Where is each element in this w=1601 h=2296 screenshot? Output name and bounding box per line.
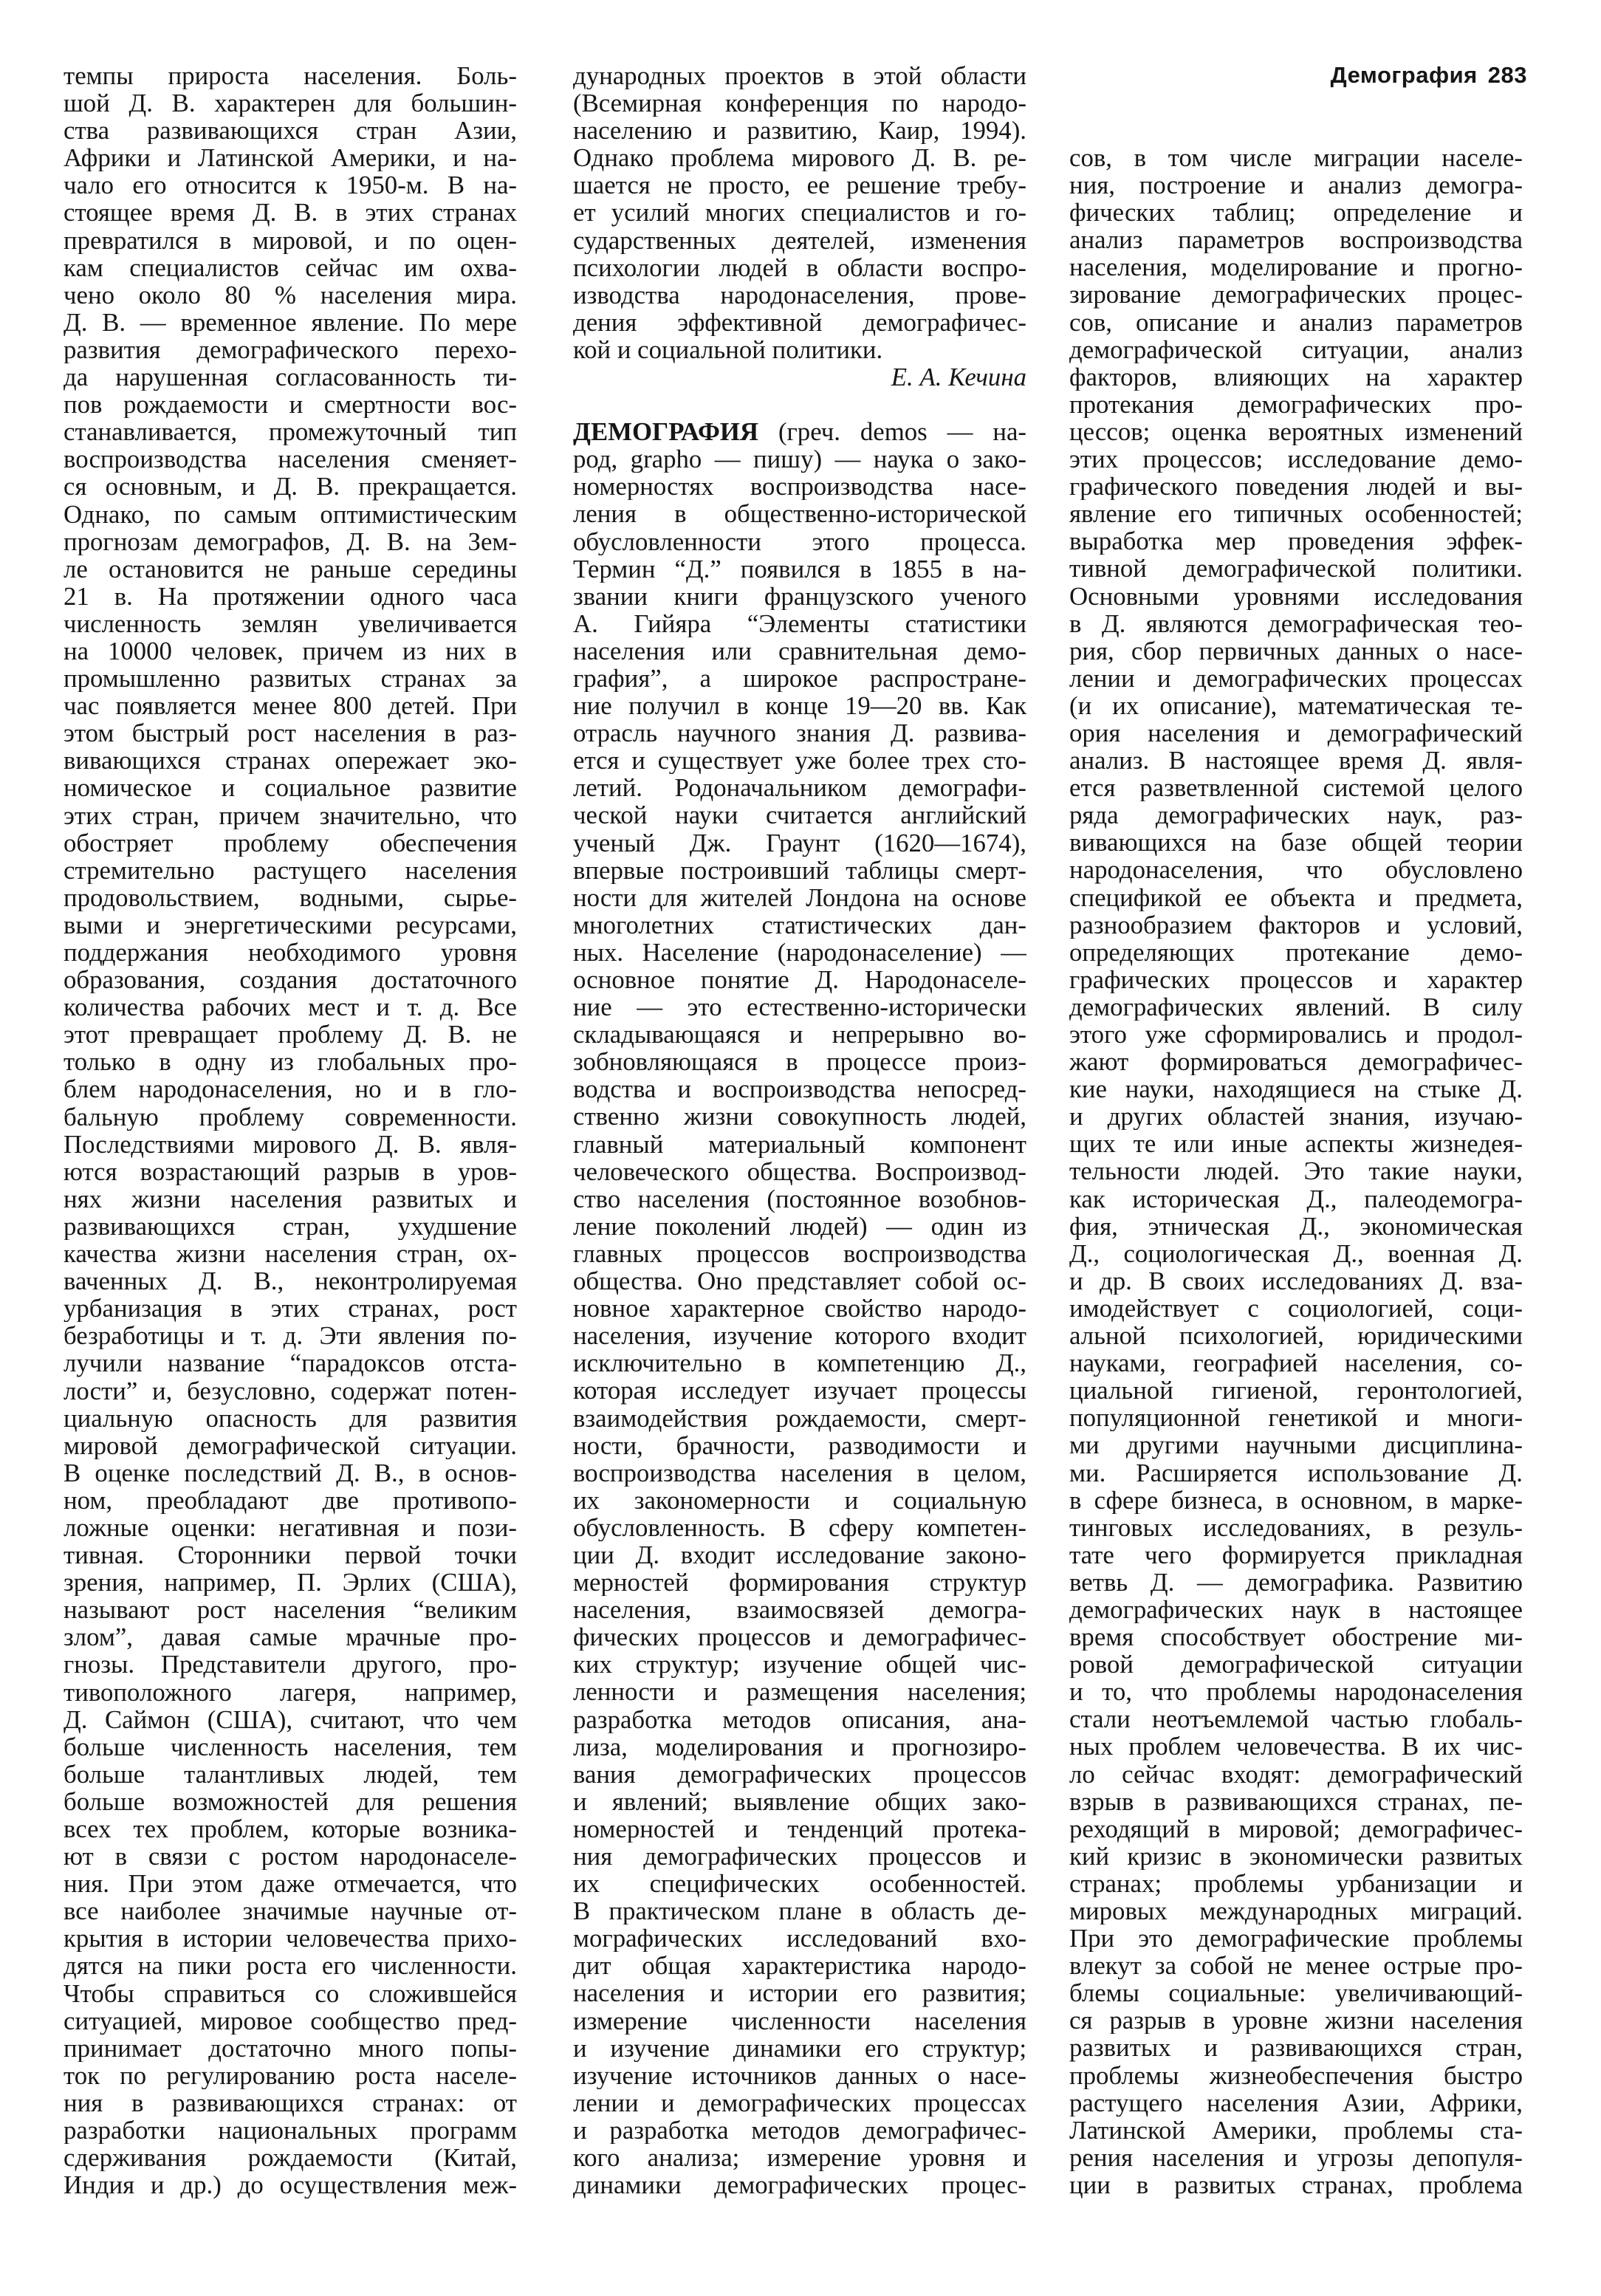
text-line: образования, создания достаточного [64,966,517,994]
text-line: зирование демографических процес- [1069,281,1523,309]
text-line: промышленно развитых странах за [64,665,517,693]
text-line: развивающихся стран, ухудшение [64,1212,517,1241]
text-line: ток по регулированию роста населе- [64,2061,517,2089]
text-line: взаимодействия рождаемости, смерт- [573,1404,1026,1432]
text-line: динамики демографических процес- [573,2171,1026,2199]
text-line: обусловленности этого процесса. [573,527,1026,555]
text-line: шается не просто, ее решение требу- [573,171,1026,199]
text-line: впервые построивший таблицы смерт- [573,856,1026,884]
text-line: (и их описание), математическая те- [1069,691,1523,719]
text-line: стремительно растущего населения [64,856,517,884]
text-line: и других областей знания, изучаю- [1069,1103,1523,1131]
text-line: их закономерности и социальную [573,1486,1026,1514]
text-line: фических таблиц; определение и [1069,199,1523,227]
text-line: станавливается, промежуточный тип [64,418,517,446]
text-line: прогнозам демографов, Д. В. на Зем- [64,527,517,555]
text-line: ство населения (постоянное возобнов- [573,1185,1026,1213]
text-line: тивоположного лагеря, например, [64,1678,517,1706]
text-line: Чтобы справиться со сложившейся [64,1979,517,2007]
text-line: блемы социальные: увеличивающий- [1069,1979,1523,2007]
text-line: ми другими научными дисциплина- [1069,1431,1523,1459]
text-line: разработки национальных программ [64,2117,517,2145]
text-line: цессов; оценка вероятных изменений [1069,417,1523,446]
text-line: в Д. являются демографическая тео- [1069,609,1523,637]
text-line: темпы прироста населения. Боль- [64,62,517,90]
text-line: крытия в истории человечества прихо- [64,1925,517,1953]
running-head-title: Демография [1330,62,1478,88]
text-line: дународных проектов в этой области [573,62,1026,90]
text-line: и явлений; выявление общих зако- [573,1787,1026,1815]
text-line: принимает достаточно много попы- [64,2034,517,2062]
text-line: обусловленность. В сферу компетен- [573,1513,1026,1541]
text-line: на 10000 человек, причем из них в [64,637,517,665]
text-line: тивная. Сторонники первой точки [64,1541,517,1569]
text-line: демографической ситуации, анализ [1069,335,1523,363]
text-line: разработка методов описания, ана- [573,1705,1026,1733]
text-line: да нарушенная согласованность ти- [64,363,517,391]
text-line: тельности людей. Это такие науки, [1069,1157,1523,1185]
text-line: демографических явлений. В силу [1069,993,1523,1021]
text-line: ческой науки считается английский [573,801,1026,829]
text-line: При это демографические проблемы [1069,1925,1523,1953]
text-line: номическое и социальное развитие [64,774,517,802]
text-line: водства и воспроизводства непосред- [573,1075,1026,1103]
text-line: ми. Расширяется использование Д. [1069,1459,1523,1487]
text-line: численность землян увеличивается [64,609,517,637]
text-line: рия, сбор первичных данных о насе- [1069,637,1523,665]
text-line: дит общая характеристика народо- [573,1952,1026,1980]
text-line: ление поколений людей) — один из [573,1212,1026,1240]
text-line: время способствует обострение ми- [1069,1623,1523,1651]
text-line: ет усилий многих специалистов и го- [573,199,1026,227]
text-line: измерение численности населения [573,2007,1026,2035]
text-line: ряда демографических наук, раз- [1069,801,1523,829]
text-line: странах; проблемы урбанизации и [1069,1869,1523,1897]
text-line: Термин “Д.” появился в 1855 в на- [573,555,1026,583]
text-line: лении и демографических процессах [573,2088,1026,2117]
text-line: этих стран, причем значительно, что [64,801,517,829]
text-line: лучили название “парадоксов отста- [64,1349,517,1377]
text-line: ория населения и демографический [1069,719,1523,747]
text-line: ученый Дж. Граунт (1620—1674), [573,829,1026,857]
text-line: Однако проблема мирового Д. В. ре- [573,144,1026,172]
text-line: ном, преобладают две противопо- [64,1486,517,1514]
running-head [1331,62,1527,89]
text-line: чено около 80 % населения мира. [64,281,517,309]
text-line: ло сейчас входят: демографический [1069,1760,1523,1788]
text-line: их специфических особенностей. [573,1870,1026,1898]
text-line: как историческая Д., палеодемогра- [1069,1185,1523,1213]
text-line: злом”, давая самые мрачные про- [64,1623,517,1651]
author-signature: Е. А. Кечина [891,363,1026,391]
text-line: Индия и др.) до осуществления меж- [64,2171,517,2199]
text-line: ния демографических процессов и [573,1843,1026,1871]
text-line: ние — это естественно-исторически [573,993,1026,1021]
text-line: циальную опасность для развития [64,1404,517,1432]
text-line: вания демографических процессов [573,1760,1026,1788]
text-line: населению и развитию, Каир, 1994). [573,117,1026,145]
text-line: растущего населения Азии, Африки, [1069,2088,1523,2117]
text-line: поддержания необходимого уровня [64,939,517,967]
text-line: сдерживания рождаемости (Китай, [64,2144,517,2172]
text-line: циальной гигиеной, геронтологией, [1069,1377,1523,1405]
text-line: анализ. В настоящее время Д. явля- [1069,747,1523,775]
text-line: Д., социологическая Д., военная Д. [1069,1239,1523,1267]
text-line: номерностях воспроизводства насе- [573,473,1026,501]
text-line: урбанизация в этих странах, рост [64,1295,517,1323]
text-line: фических процессов и демографичес- [573,1623,1026,1651]
text-line: графического поведения людей и вы- [1069,473,1523,501]
text-line: ности для жителей Лондона на основе [573,883,1026,911]
text-line: пов рождаемости и смертности вос- [64,391,517,419]
text-line [573,418,1026,445]
text-line: проблемы жизнеобеспечения быстро [1069,2061,1523,2089]
text-line: ции Д. входит исследование законо- [573,1541,1026,1569]
page-number: 283 [1487,62,1527,88]
text-line: больше численность населения, тем [64,1733,517,1761]
text-line: в сфере бизнеса, в основном, в марке- [1069,1486,1523,1514]
text-line: ления в общественно-исторической [573,500,1026,528]
text-line: протекания демографических про- [1069,390,1523,418]
text-line: главный материальный компонент [573,1130,1026,1158]
text-line: мировых международных миграций. [1069,1897,1523,1925]
text-line: кие науки, находящиеся на стыке Д. [1069,1075,1523,1103]
text-line: ситуацией, мировое сообщество пред- [64,2007,517,2035]
text-line: стоящее время Д. В. в этих странах [64,199,517,227]
text-line: факторов, влияющих на характер [1069,363,1523,391]
text-line: жают формироваться демографичес- [1069,1048,1523,1076]
text-line: стали неотъемлемой частью глобаль- [1069,1705,1523,1733]
text-line: населения и истории его развития; [573,1979,1026,2007]
text-line: Латинской Америки, проблемы ста- [1069,2116,1523,2144]
text-line: продовольствием, водными, сырье- [64,883,517,911]
text-line: ния в развивающихся странах: от [64,2088,517,2117]
text-line: (Всемирная конференция по народо- [573,89,1026,117]
text-line: рения населения и угрозы депопуля- [1069,2143,1523,2171]
text-line: ются возрастающий разрыв в уров- [64,1157,517,1185]
text-line: лении и демографических процессах [1069,664,1523,692]
text-line: науками, географией населения, со- [1069,1349,1523,1377]
text-line: кого анализа; измерение уровня и [573,2144,1026,2172]
text-line: изводства народонаселения, прове- [573,281,1026,309]
entry-headword: ДЕМОГРАФИЯ [573,418,759,446]
text-line: народонаселения, что обусловлено [1069,856,1523,884]
text-line: вивающихся странах опережает эко- [64,747,517,775]
text-line: ют в связи с ростом народонаселе- [64,1843,517,1871]
text-line: ветвь Д. — демографика. Развитию [1069,1568,1523,1596]
text-line: вивающихся на базе общей теории [1069,829,1523,857]
text-line: определяющих протекание демо- [1069,938,1523,966]
text-line: исключительно в компетенцию Д., [573,1349,1026,1377]
text-line: ких структур; изучение общей чис- [573,1651,1026,1679]
text-line: ся разрыв в уровне жизни населения [1069,2007,1523,2035]
text-line: только в одну из глобальных про- [64,1048,517,1076]
text-line: шой Д. В. характерен для большин- [64,89,517,117]
text-line: сов, в том числе миграции населе- [1069,144,1523,172]
text-line: Д. В. — временное явление. По мере [64,308,517,336]
text-line: населения, изучение которого входит [573,1322,1026,1350]
text-line: ства развивающихся стран Азии, [64,117,517,145]
text-line: отрасль научного знания Д. развива- [573,719,1026,747]
text-line: блем народонаселения, но и в гло- [64,1075,517,1103]
text-line: всех тех проблем, которые возника- [64,1815,517,1843]
text-line: В оценке последствий Д. В., в основ- [64,1459,517,1487]
text-line: качества жизни населения стран, ох- [64,1240,517,1268]
text-line: главных процессов воспроизводства [573,1239,1026,1268]
text-line: тинговых исследованиях, в резуль- [1069,1513,1523,1541]
text-line: развития демографического перехо- [64,335,517,364]
text-line: многолетних статистических дан- [573,911,1026,939]
text-line: анализ параметров воспроизводства [1069,226,1523,254]
text-line: воспроизводства населения сменяет- [64,445,517,473]
text-line: ности, брачности, разводимости и [573,1431,1026,1459]
text-line: разнообразием факторов и условий, [1069,911,1523,939]
text-line: изучение источников данных о насе- [573,2061,1026,2089]
text-line: Основными уровнями исследования [1069,582,1523,610]
text-line: обостряет проблему обеспечения [64,829,517,857]
text-line: реходящий в мировой; демографичес- [1069,1814,1523,1843]
text-line: сов, описание и анализ параметров [1069,308,1523,336]
text-line: кий кризис в экономически развитых [1069,1842,1523,1870]
text-column-3 [1069,144,1523,2199]
text-line: Последствиями мирового Д. В. явля- [64,1130,517,1158]
text-line: безработицы и т. д. Эти явления по- [64,1322,517,1350]
text-line: лиза, моделирования и прогнозиро- [573,1733,1026,1761]
text-line: 21 в. На протяжении одного часа [64,582,517,610]
text-line: складывающаяся и непрерывно во- [573,1021,1026,1049]
text-line: ственно жизни совокупность людей, [573,1103,1026,1131]
text-line: тате чего формируется прикладная [1069,1541,1523,1569]
text-line: А. Гийяра “Элементы статистики [573,609,1026,637]
text-line: тивной демографической политики. [1069,555,1523,583]
text-line: и изучение динамики его структур; [573,2034,1026,2062]
paragraph-gap [573,391,1026,418]
text-line: выработка мер проведения эффек- [1069,527,1523,555]
text-line: ваченных Д. В., неконтролируемая [64,1267,517,1295]
text-line: населения, моделирование и прогно- [1069,253,1523,281]
text-line: человеческого общества. Воспроизвод- [573,1157,1026,1185]
text-line: демографических наук в настоящее [1069,1595,1523,1624]
text-line: ции в развитых странах, проблема [1069,2170,1523,2199]
text-line: и то, что проблемы народонаселения [1069,1678,1523,1706]
text-line: нях жизни населения развитых и [64,1185,517,1213]
text-line: Д. Саймон (США), считают, что чем [64,1705,517,1733]
text-line: Однако, по самым оптимистическим [64,500,517,528]
text-line: мировой демографической ситуации. [64,1431,517,1459]
text-line: общества. Оно представляет собой ос- [573,1267,1026,1295]
text-line: гнозы. Представители другого, про- [64,1651,517,1679]
text-line: все наиболее значимые научные от- [64,1897,517,1925]
text-line: психологии людей в области воспро- [573,253,1026,281]
text-line: этого уже сформировались и продол- [1069,1021,1523,1049]
text-line: В практическом плане в область де- [573,1897,1026,1925]
text-line: фия, этническая Д., экономическая [1069,1212,1523,1240]
text-column-1 [64,62,517,2199]
text-line: чало его относится к 1950-м. В на- [64,171,517,199]
text-line: лости” и, безусловно, содержат потен- [64,1377,517,1405]
text-line: развитых и развивающихся стран, [1069,2034,1523,2062]
text-line: основное понятие Д. Народонаселе- [573,966,1026,994]
entry-headword-rest: (греч. demos — на- [758,418,1026,446]
text-line: больше талантливых людей, тем [64,1760,517,1788]
text-line: ных. Население (народонаселение) — [573,938,1026,966]
text-line: звании книги французского ученого [573,582,1026,610]
text-line: час появляется менее 800 детей. При [64,692,517,720]
text-line: бальную проблему современности. [64,1103,517,1131]
text-line: ние получил в конце 19—20 вв. Как [573,692,1026,720]
text-line: ле остановится не раньше середины [64,555,517,583]
text-line: имодействует с социологией, соци- [1069,1294,1523,1323]
text-line: называют рост населения “великим [64,1596,517,1624]
text-line: и др. В своих исследованиях Д. вза- [1069,1267,1523,1295]
text-line: графия”, а широкое распростране- [573,664,1026,693]
text-line: явление его типичных особенностей; [1069,500,1523,528]
text-line: количества рабочих мест и т. д. Все [64,993,517,1021]
text-line: этом быстрый рост населения в раз- [64,719,517,747]
text-line: мографических исследований вхо- [573,1925,1026,1953]
text-line: ния. При этом даже отмечается, что [64,1870,517,1898]
text-line: и разработка методов демографичес- [573,2116,1026,2145]
text-line: ленности и размещения населения; [573,1678,1026,1706]
text-line: графических процессов и характер [1069,965,1523,993]
text-line: Африки и Латинской Америки, и на- [64,144,517,172]
text-line: щих те или иные аспекты жизнедея- [1069,1130,1523,1158]
text-line: ложные оценки: негативная и пози- [64,1513,517,1542]
text-line: альной психологией, юридическими [1069,1322,1523,1350]
text-line: кам специалистов сейчас им охва- [64,253,517,281]
text-line: новное характерное свойство народо- [573,1295,1026,1323]
text-line: дятся на пики роста его численности. [64,1952,517,1980]
text-line: которая исследует изучает процессы [573,1377,1026,1405]
text-line: населения, взаимосвязей демогра- [573,1596,1026,1624]
text-line: дения эффективной демографичес- [573,308,1026,336]
text-line: мерностей формирования структур [573,1569,1026,1597]
text-line: популяционной генетикой и многи- [1069,1404,1523,1432]
text-line: ния, построение и анализ демогра- [1069,171,1523,199]
text-line: взрыв в развивающихся странах, пе- [1069,1787,1523,1815]
text-line: летий. Родоначальником демографи- [573,774,1026,802]
text-line: воспроизводства населения в целом, [573,1459,1026,1487]
text-line: больше возможностей для решения [64,1787,517,1815]
text-line: зобновляющаяся в процессе произ- [573,1048,1026,1076]
text-line: выми и энергетическими ресурсами, [64,911,517,939]
text-line: этот превращает проблему Д. В. не [64,1021,517,1049]
text-line: этих процессов; исследование демо- [1069,445,1523,473]
text-line: род, grapho — пишу) — наука о зако- [573,445,1026,473]
text-line: ется и существует уже более трех сто- [573,747,1026,775]
text-line: спецификой ее объекта и предмета, [1069,883,1523,911]
text-column-2 [573,62,1026,2199]
text-line: номерностей и тенденций протека- [573,1814,1026,1843]
text-line: ся основным, и Д. В. прекращается. [64,473,517,501]
text-line: зрения, например, П. Эрлих (США), [64,1569,517,1597]
text-line: превратился в мировой, и по оцен- [64,226,517,254]
text-line: населения или сравнительная демо- [573,637,1026,665]
text-line: ровой демографической ситуации [1069,1651,1523,1679]
text-line: ных проблем человечества. В их чис- [1069,1733,1523,1761]
text-line: ется разветвленной системой целого [1069,774,1523,802]
text-line: сударственных деятелей, изменения [573,226,1026,254]
text-line: влекут за собой не менее острые про- [1069,1952,1523,1980]
text-line: кой и социальной политики. [573,335,883,364]
